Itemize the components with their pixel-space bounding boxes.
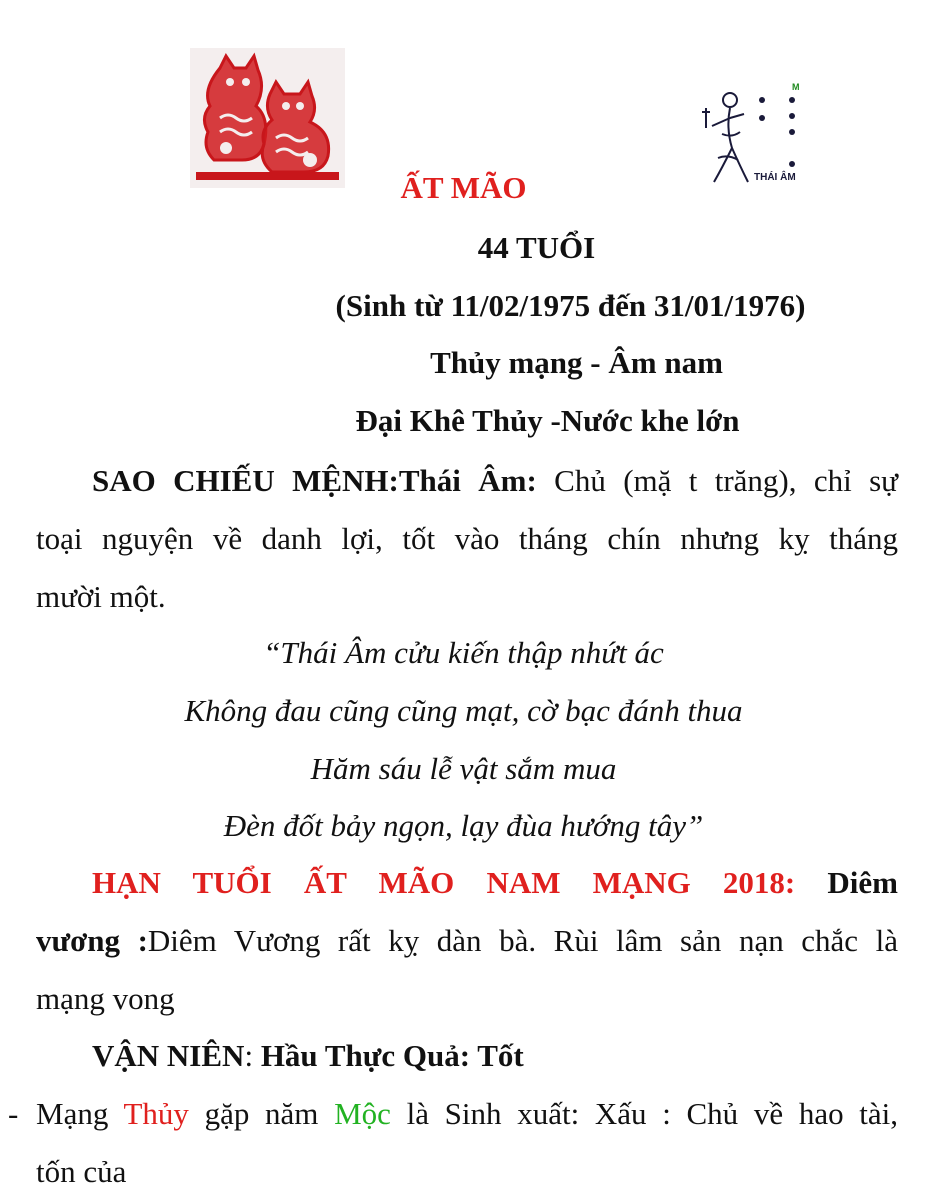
element-line: Thủy mạng - Âm nam xyxy=(430,345,723,380)
han-line-2 xyxy=(36,912,898,970)
menh-paragraph xyxy=(36,1085,898,1201)
han-paragraph xyxy=(36,854,898,1028)
birth-range: (Sinh từ 11/02/1975 đến 31/01/1976) xyxy=(335,288,806,323)
sage-corner-letter: M xyxy=(792,82,800,92)
menh-mid: gặp năm xyxy=(188,1096,335,1131)
van-nien-label: VẬN NIÊN xyxy=(92,1038,245,1073)
van-nien-value: Hầu Thực Quả: Tốt xyxy=(260,1038,524,1073)
poem-line-1: “Thái Âm cửu kiến thập nhứt ác xyxy=(263,635,664,670)
sao-line-1 xyxy=(36,452,898,510)
menh-moc: Mộc xyxy=(334,1096,391,1131)
menh-pre: Mạng xyxy=(36,1096,124,1131)
menh-line-2: tốn của xyxy=(36,1154,127,1189)
element-detail: Đại Khê Thủy -Nước khe lớn xyxy=(355,403,740,438)
han-name-a: Diêm xyxy=(827,865,898,900)
sage-caption: THÁI ÂM xyxy=(754,172,796,183)
page-title: ẤT MÃO xyxy=(400,170,527,205)
sao-paragraph xyxy=(36,452,898,626)
sao-line-2: toại nguyện về danh lợi, tốt vào tháng chín nhưng kỵ tháng xyxy=(36,521,898,556)
sao-label: SAO CHIẾU MỆNH: xyxy=(92,463,399,498)
poem-line-2: Không đau cũng cũng mạt, cờ bạc đánh thua xyxy=(184,693,743,728)
poem-line-3: Hăm sáu lễ vật sắm mua xyxy=(310,751,617,786)
van-nien-colon: : xyxy=(244,1038,254,1073)
poem-line-4: Đèn đốt bảy ngọn, lạy đùa hướng tây” xyxy=(223,808,704,843)
menh-line-1 xyxy=(36,1085,898,1143)
han-name-b: vương : xyxy=(36,923,148,958)
han-label: HẠN TUỔI ẤT MÃO NAM MẠNG 2018: xyxy=(92,865,796,900)
age-line: 44 TUỔI xyxy=(477,230,596,265)
han-line-1 xyxy=(36,854,898,912)
han-text-1: Diêm Vương rất kỵ dàn bà. Rùi lâm sản nạn chắc là xyxy=(147,923,898,958)
menh-thuy: Thủy xyxy=(123,1096,189,1131)
sao-star: Thái Âm: xyxy=(398,463,537,498)
menh-post: là Sinh xuất: Xấu : Chủ về hao tài, xyxy=(390,1096,898,1131)
bullet-dash: - xyxy=(8,1096,19,1131)
sao-line-3: mười một. xyxy=(36,579,166,614)
sao-text-1: Chủ (mặ t trăng), chỉ sự xyxy=(536,463,898,498)
han-line-3: mạng vong xyxy=(36,981,175,1016)
van-nien-line xyxy=(36,1027,898,1085)
paper-cut-cats-image xyxy=(190,48,345,188)
